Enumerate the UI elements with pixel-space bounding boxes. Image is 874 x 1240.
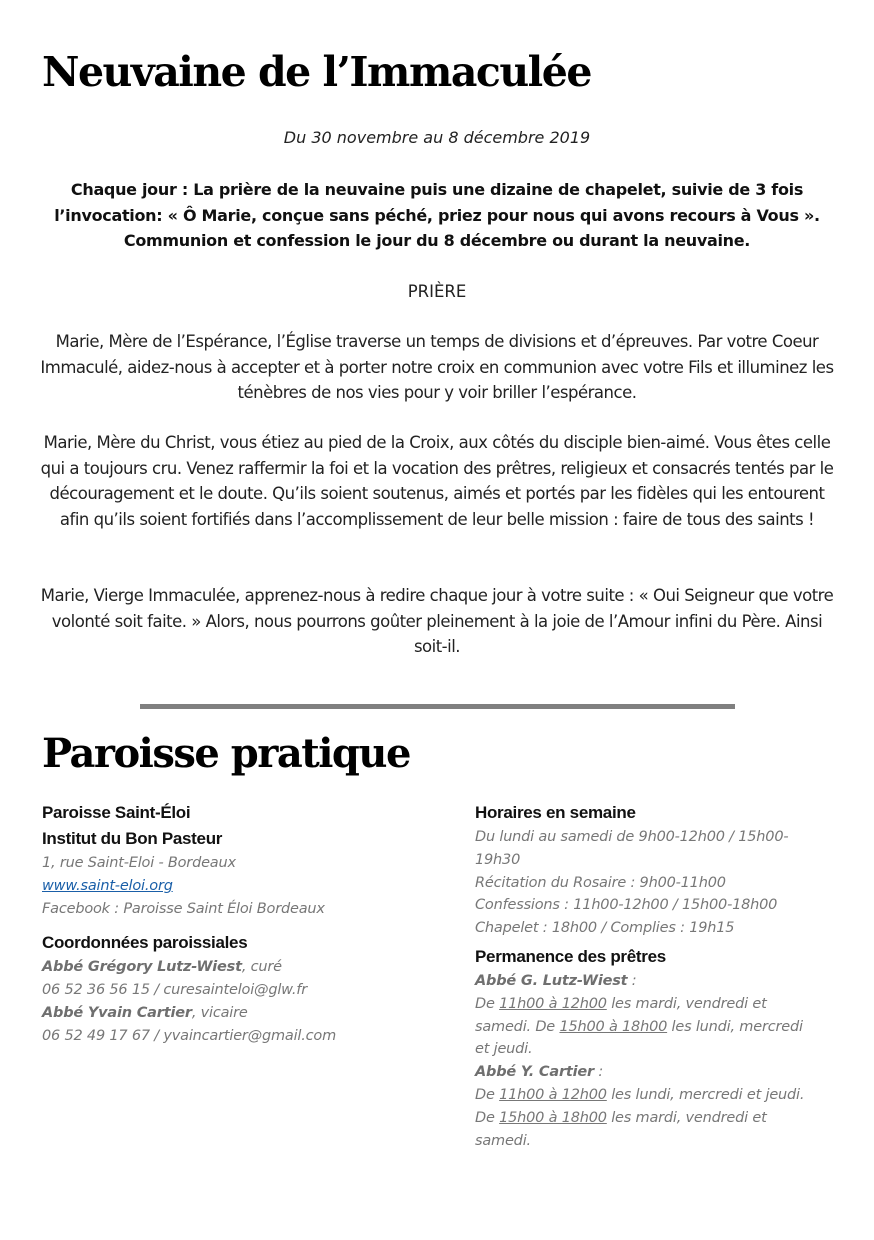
contact-line [42,1002,442,1025]
hours-line: Chapelet : 18h00 / Complies : 19h15 [475,920,735,937]
days-text: les mardi, vendredi et samedi. De [475,995,767,1035]
contact-name: Abbé Yvain Cartier [42,1004,192,1021]
priest-name: Abbé Y. Cartier [475,1064,594,1081]
contact-line [42,956,442,979]
days-text: les lundi, mercredi et jeudi. De [475,1086,805,1126]
priest-name-line [475,1061,820,1084]
parish-info-column [42,800,442,1048]
days-text: les lundi, mercredi et jeudi. [475,1018,803,1058]
contact-role: , curé [241,959,282,976]
time-slot: 11h00 à 12h00 [499,995,607,1012]
time-slot: 11h00 à 12h00 [499,1086,607,1103]
prayer-paragraph: Marie, Vierge Immaculée, apprenez-nous à redire chaque jour à votre suite : « Oui Seigneur que votre volonté soit faite. » Alors, nous pourrons goûter pleinement à la joie de l’Amour infini du Père. Ainsi soit-il. [40,586,834,656]
parish-name: Paroisse Saint-Éloi [42,803,191,822]
colon: : [627,972,637,989]
contact-role: , vicaire [191,1004,248,1021]
neuvaine-instructions: Chaque jour : La prière de la neuvaine puis une dizaine de chapelet, suivie de 3 fois l’invocation: « Ô Marie, conçue sans péché, priez pour nous qui avons recours à Vous ». Communion et confession le jour du 8 décembre ou durant la neuvaine. [54,180,820,250]
paroisse-title: Paroisse pratique [42,730,410,777]
prayer-heading: PRIÈRE [407,282,467,301]
days-text: les mardi, vendredi et samedi. [475,1109,767,1149]
priest-schedule [475,1084,820,1152]
priest-name: Abbé G. Lutz-Wiest [475,972,628,989]
neuvaine-dates: Du 30 novembre au 8 décembre 2019 [283,128,591,147]
schedule-column [475,800,820,1152]
time-slot: 15h00 à 18h00 [499,1109,607,1126]
hours-line: Récitation du Rosaire : 9h00-11h00 [475,874,726,891]
hours-line: Confessions : 11h00-12h00 / 15h00-18h00 [475,897,778,914]
priest-schedule [475,993,820,1061]
facebook-info: Facebook : Paroisse Saint Éloi Bordeaux [42,900,325,917]
website-link[interactable]: www.saint-eloi.org [42,877,173,894]
contacts-heading: Coordonnées paroissiales [42,933,248,953]
text: De [475,1086,500,1103]
prayer-paragraph: Marie, Mère du Christ, vous étiez au pied de la Croix, aux côtés du disciple bien-aimé. Vous êtes celle qui a toujours cru. Venez raffermir la foi et la vocation des prêtres, religieux et consacrés tentés par le découragement et le doute. Qu’ils soient soutenus, aimés et portés par les fidèles qui les entourent afin qu’ils soient fortifiés dans l’accomplissement de leur belle mission : faire de tous des saints ! [40,433,834,529]
colon: : [593,1064,604,1081]
parish-address: 1, rue Saint-Eloi - Bordeaux [42,855,236,871]
text: De [475,995,500,1012]
section-divider [140,704,735,709]
contact-phone-email: 06 52 36 56 15 / curesainteloi@glw.fr [42,982,307,999]
neuvaine-title: Neuvaine de l’Immaculée [42,48,591,96]
hours-line: Du lundi au samedi de 9h00-12h00 / 15h00-19h30 [475,829,789,868]
weekday-hours-heading: Horaires en semaine [475,803,636,822]
contact-name: Abbé Grégory Lutz-Wiest [42,959,242,976]
priest-name-line [475,970,820,993]
prayer-paragraph: Marie, Mère de l’Espérance, l’Église traverse un temps de divisions et d’épreuves. Par votre Coeur Immaculé, aidez-nous à accepter et à porter notre croix en communion avec votre Fils et illuminez les ténèbres de nos vies pour y voir briller l’espérance. [40,332,834,402]
time-slot: 15h00 à 18h00 [559,1018,668,1035]
institute-name: Institut du Bon Pasteur [42,829,223,848]
contact-phone-email: 06 52 49 17 67 / yvaincartier@gmail.com [42,1027,337,1044]
permanence-heading: Permanence des prêtres [475,946,666,966]
